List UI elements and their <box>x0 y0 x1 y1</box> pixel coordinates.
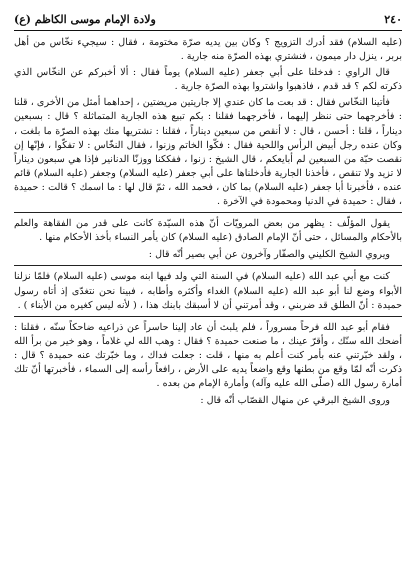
paragraph: قال الراوي : فدخلنا على أبي جعفر (عليه السلام) يوماً فقال : ألا أخبركم عن النخّاس الذي ذكرته لكم ؟ قد قدم ، فاذهبوا واشتروا بهذه الصرّة جارية . <box>14 67 402 93</box>
section-divider <box>14 265 402 266</box>
paragraph: فقام أبو عبد الله فرحاً مسروراً ، فلم يلبث أن عاد إلينا حاسراً عن ذراعيه ضاحكاً سنّه ، فقلنا : أضحك الله سنّك ، وأقرّ عينك ، ما صنعت حميدة ؟ فقال : وهب الله لي غلاماً ، وهو خير من برأ الله ، ولقد خبّرتني عنه بأمر كنت أعلم به منها ، قلت : جعلت فداك ، وما خبّرتك عنه حميدة ؟ قال : ذكرت أنّه لمّا وقع من بطنها وقع واضعاً يديه على الأرض ، رافعاً رأسه إلى السماء ، فأخبرتها أنّ تلك أمارة رسول الله (صلّى الله عليه وآله) وأمارة الإمام من بعده . <box>14 321 402 390</box>
page-number: ٢٤٠ <box>384 12 402 26</box>
section-divider <box>14 212 402 213</box>
section-divider <box>14 316 402 317</box>
paragraph: يقول المؤلّف : يظهر من بعض المرويّات أنّ هذه السيّدة كانت على قدر من الفقاهة والعلم بالأحكام والمسائل ، حتى أنّ الإمام الصادق (عليه السلام) كان يأمر النساء بأخذ الأحكام منها . <box>14 218 402 244</box>
paragraph: وروى الشيخ البرقي عن منهال القصّاب أنّه قال : <box>200 395 390 407</box>
paragraph: كنت مع أبي عبد الله (عليه السلام) في السنة التي ولد فيها ابنه موسى (عليه السلام) فلمّا نزلنا الأبواء وضع لنا أبو عبد الله (عليه السلام) الغداء وأكثره وأطابه ، فبينا نحن نتغدّى إذ أتاه رسول حميدة : أنّ الطلق قد ضربني ، وقد أمرتني أن لا أسبقك بابنك هذا ، ( لأنه ليس كغيره من الأبناء ) . <box>14 271 402 311</box>
paragraph: (عليه السلام) فقد أدرك التزويج ؟ وكان بين يديه صرّة مختومة ، فقال : سيجيء نخّاس من أهل بربر ، ينزل دار ميمون ، فنشتري بهذه الصرّة منه جارية . <box>14 37 402 63</box>
paragraph: ويروي الشيخ الكليني والصفّار وآخرون عن أبي بصير أنّه قال : <box>148 249 390 261</box>
header-divider <box>14 30 402 31</box>
running-header <box>14 10 402 28</box>
page-body <box>14 36 402 574</box>
running-title: ولادة الإمام موسى الكاظم (ع) <box>14 12 156 26</box>
paragraph: فأتينا النخّاس فقال : قد بعت ما كان عندي إلا جاريتين مريضتين ، إحداهما أمثل من الأخرى ، قلنا : فأخرجهما حتى ننظر إليهما ، فأخرجهما فقلنا : بكم تبيع هذه الجارية المتماثلة ؟ قال : بسبعين ديناراً ، قلنا : أحسن ، قال : لا أنقص من سبعين ديناراً ، فقلنا : نشتريها منك بهذه الصرّة ما بلغت ، وكان عنده رجل أبيض الرأس واللحية فقال : فكّوا الخاتم وزنوا ، فقال النخّاس : لا تفكّوا ، فإنّها إن نقصت حبّة من السبعين لم أبايعكم ، قال الشيخ : زنوا ، ففككنا ووزنّا الدنانير فإذا هي سبعون ديناراً لا تزيد ولا تنقص ، فأخذنا الجارية فأدخلناها على أبي جعفر (عليه السلام) وجعفر (عليه السلام) قائم عنده ، فأخبرنا أبا جعفر (عليه السلام) بما كان ، فحمد الله ، ثمّ قال لها : ما اسمك ؟ قالت : حميدة ، فقال : حميدة في الدنيا ومحمودة في الآخرة . <box>14 97 402 208</box>
